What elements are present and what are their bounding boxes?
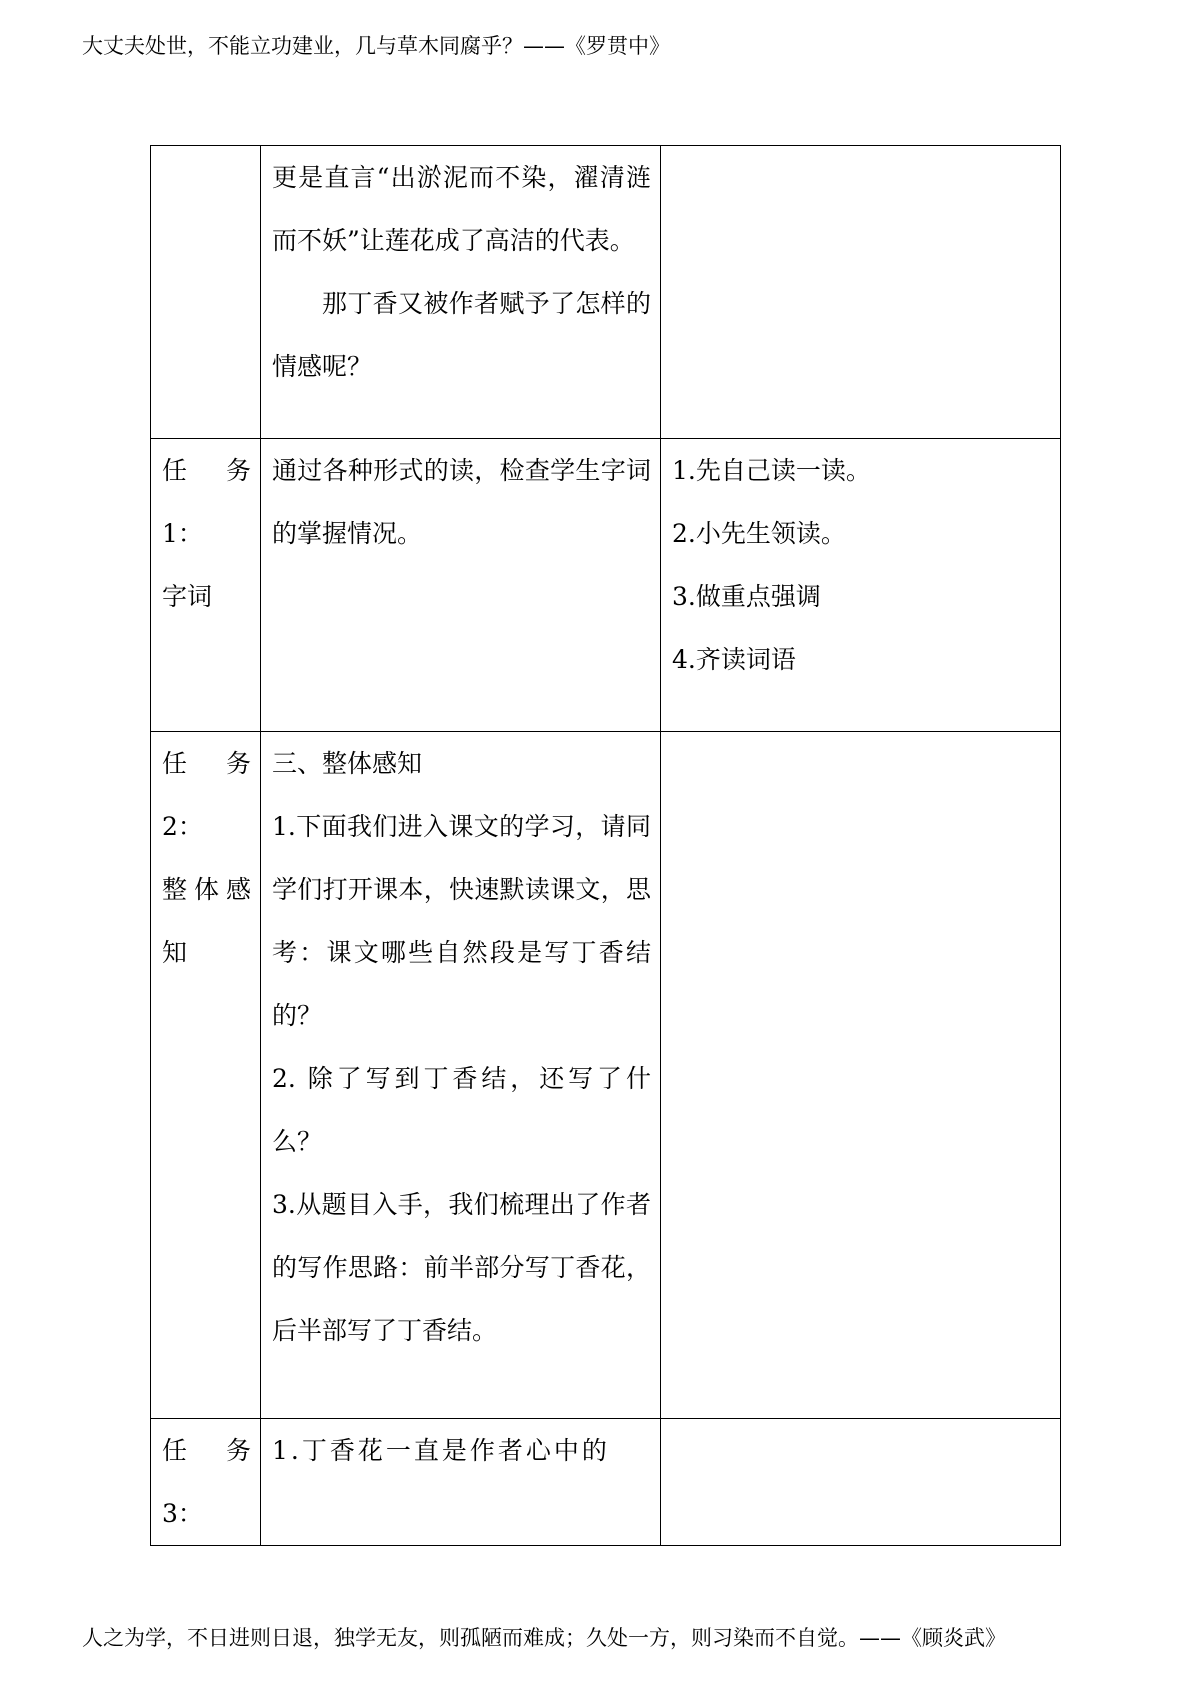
content-paragraph: 1.丁香花一直是作者心中的 (272, 1436, 610, 1465)
activity-step: 1.先自己读一读。 (672, 456, 871, 485)
content-paragraph: 2. 除了写到丁香结，还写了什么？ (272, 1064, 651, 1156)
table-row (151, 439, 1061, 732)
footer-quote: 人之为学，不日进则日退，独学无友，则孤陋而难成；久处一方，则习染而不自觉。——《顾炎武》 (82, 1626, 1006, 1650)
content-paragraph: 通过各种形式的读，检查学生字词的掌握情况。 (272, 456, 651, 548)
table-row (151, 732, 1061, 1419)
task-cell (151, 146, 261, 439)
activity-step: 4.齐读词语 (672, 645, 796, 674)
content-cell (261, 1419, 661, 1546)
task-cell (151, 732, 261, 1419)
content-cell (261, 146, 661, 439)
section-heading: 三、整体感知 (272, 749, 423, 778)
content-paragraph: 更是直言“出淤泥而不染，濯清涟而不妖”让莲花成了高洁的代表。 (272, 163, 651, 255)
content-cell (261, 732, 661, 1419)
content-paragraph: 1.下面我们进入课文的学习，请同学们打开课本，快速默读课文，思考：课文哪些自然段是写丁香结的？ (272, 812, 651, 1030)
activity-cell (661, 146, 1061, 439)
activity-cell (661, 1419, 1061, 1546)
activity-cell (661, 439, 1061, 732)
task-cell (151, 1419, 261, 1546)
task-name: 整体感知 (162, 875, 251, 967)
activity-step: 3.做重点强调 (672, 582, 821, 611)
table-row (151, 146, 1061, 439)
content-cell (261, 439, 661, 732)
activity-step: 2.小先生领读。 (672, 519, 846, 548)
task-label: 任务1： (162, 456, 251, 548)
lesson-plan-table (150, 145, 1061, 1546)
task-name: 字词 (162, 582, 213, 611)
header-quote: 大丈夫处世，不能立功建业，几与草木同腐乎？——《罗贯中》 (82, 34, 670, 58)
task-label: 任务3： (162, 1436, 251, 1528)
content-paragraph: 3.从题目入手，我们梳理出了作者的写作思路：前半部分写丁香花，后半部写了丁香结。 (272, 1190, 651, 1345)
task-label: 任务2： (162, 749, 251, 841)
content-paragraph: 那丁香又被作者赋予了怎样的情感呢？ (272, 289, 651, 381)
activity-cell (661, 732, 1061, 1419)
task-cell (151, 439, 261, 732)
table-row (151, 1419, 1061, 1546)
